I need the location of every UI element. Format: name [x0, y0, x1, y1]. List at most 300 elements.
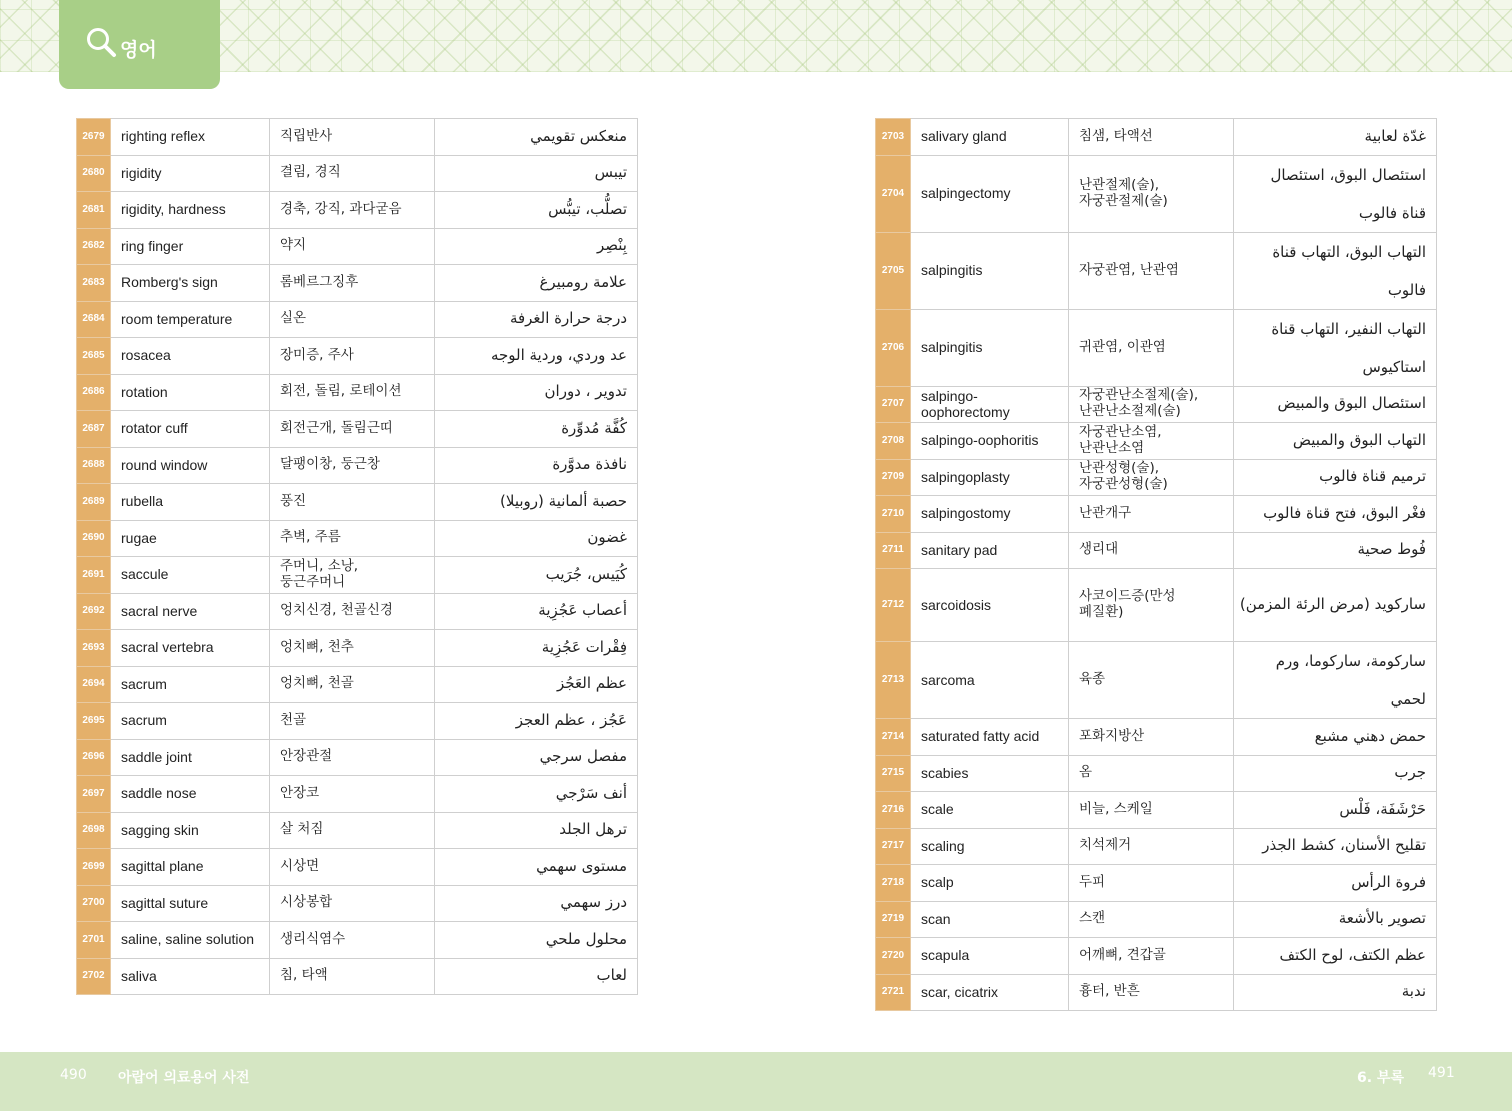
table-row	[876, 719, 1437, 756]
arabic-term-text: عظم العَجُز	[557, 674, 627, 693]
arabic-term	[435, 301, 638, 338]
english-term-text: round window	[121, 456, 208, 473]
korean-term	[270, 739, 435, 776]
entry-number-text: 2680	[82, 167, 105, 179]
korean-term	[270, 885, 435, 922]
english-term	[911, 901, 1069, 938]
english-term-text: salpingitis	[921, 262, 983, 279]
korean-term	[270, 338, 435, 375]
english-term	[911, 155, 1069, 232]
korean-term	[1069, 938, 1234, 975]
arabic-term	[1234, 532, 1437, 569]
arabic-term-text: حصبة ألمانية (روبيلا)	[500, 491, 627, 510]
korean-term	[270, 666, 435, 703]
arabic-term-text: فُوط صحية	[1357, 540, 1426, 559]
korean-term-text: 자궁관난소염, 난관난소염	[1079, 423, 1162, 456]
english-term	[111, 849, 270, 886]
english-term-text: rigidity, hardness	[121, 201, 226, 218]
korean-term	[270, 119, 435, 156]
english-term-text: ring finger	[121, 237, 184, 254]
table-row	[77, 447, 638, 484]
english-term-text: scaling	[921, 837, 965, 854]
table-row	[77, 265, 638, 302]
arabic-term-text: استئصال البوق، استئصال قناة فالوب	[1270, 165, 1426, 222]
arabic-term	[435, 593, 638, 630]
table-row	[77, 703, 638, 740]
arabic-term-text: فروة الرأس	[1351, 872, 1426, 891]
table-row	[876, 569, 1437, 642]
entry-number	[876, 459, 911, 496]
entry-number	[876, 792, 911, 829]
english-term	[911, 232, 1069, 309]
table-row	[77, 630, 638, 667]
korean-term	[1069, 119, 1234, 156]
table-row	[77, 885, 638, 922]
entry-number	[77, 119, 111, 156]
arabic-term	[1234, 901, 1437, 938]
arabic-term-text: أعصاب عَجُزِية	[538, 601, 627, 620]
table-row	[77, 739, 638, 776]
english-term-text: sarcoidosis	[921, 596, 992, 613]
arabic-term	[1234, 755, 1437, 792]
table-row	[876, 309, 1437, 386]
entry-number-text: 2697	[82, 787, 105, 799]
korean-term	[270, 520, 435, 557]
english-term	[911, 532, 1069, 569]
entry-number-text: 2711	[882, 544, 904, 556]
arabic-term	[435, 885, 638, 922]
arabic-term-text: استئصال البوق والمبيض	[1277, 394, 1426, 413]
english-term	[911, 642, 1069, 719]
table-row	[876, 423, 1437, 460]
arabic-term-text: فغْر البوق، فتح قناة فالوب	[1263, 503, 1426, 522]
korean-term-text: 결림, 경직	[280, 164, 341, 181]
left-glossary-table	[76, 118, 638, 995]
english-term	[111, 484, 270, 521]
entry-number-text: 2691	[82, 568, 105, 580]
arabic-term-text: حَرْشَفَة، فَلْس	[1339, 799, 1426, 818]
english-term	[111, 666, 270, 703]
english-term	[911, 719, 1069, 756]
entry-number	[876, 642, 911, 719]
korean-term-text: 침샘, 타액선	[1079, 127, 1153, 144]
korean-term	[1069, 865, 1234, 902]
arabic-term-text: جرب	[1394, 763, 1426, 782]
entry-number-text: 2712	[881, 599, 905, 611]
right-page-number: 491	[1428, 1065, 1455, 1081]
korean-term-text: 자궁관난소절제(술), 난관난소절제(술)	[1079, 387, 1199, 420]
korean-term-text: 살 처짐	[280, 821, 324, 838]
entry-number-text: 2679	[82, 130, 105, 142]
korean-term-text: 추벽, 주름	[280, 529, 341, 546]
korean-term	[270, 228, 435, 265]
korean-term-text: 회전근개, 돌림근띠	[280, 419, 393, 436]
arabic-term	[435, 776, 638, 813]
entry-number	[77, 849, 111, 886]
korean-term	[270, 593, 435, 630]
arabic-term-text: مستوى سهمي	[536, 856, 627, 875]
entry-number-text: 2684	[82, 313, 105, 325]
table-row	[876, 865, 1437, 902]
arabic-term-text: بِنْصِر	[597, 236, 627, 255]
arabic-term-text: درز سهمي	[560, 893, 627, 912]
table-row	[876, 532, 1437, 569]
english-term-text: scapula	[921, 947, 970, 964]
entry-number	[876, 569, 911, 642]
entry-number-text: 2695	[82, 714, 105, 726]
korean-term	[1069, 386, 1234, 423]
english-term	[911, 755, 1069, 792]
english-term	[111, 557, 270, 594]
table-row	[77, 922, 638, 959]
korean-term-text: 주머니, 소낭, 둥근주머니	[280, 557, 359, 590]
table-row	[876, 155, 1437, 232]
english-term	[911, 459, 1069, 496]
section-title: 6. 부록	[1357, 1070, 1404, 1086]
arabic-term	[1234, 938, 1437, 975]
english-term-text: sacrum	[121, 712, 167, 729]
arabic-term	[1234, 386, 1437, 423]
table-row	[77, 958, 638, 995]
entry-number	[876, 155, 911, 232]
korean-term-text: 롬베르그징후	[280, 273, 359, 290]
korean-term	[1069, 309, 1234, 386]
korean-term-text: 귀관염, 이관염	[1079, 338, 1166, 355]
english-term-text: scar, cicatrix	[921, 983, 999, 1000]
table-row	[77, 666, 638, 703]
korean-term	[1069, 642, 1234, 719]
arabic-term-text: ساركومة، ساركوما، ورم لحمي	[1275, 652, 1426, 708]
english-term-text: salivary gland	[921, 128, 1007, 145]
english-term	[111, 520, 270, 557]
entry-number	[876, 828, 911, 865]
english-term	[111, 301, 270, 338]
entry-number	[77, 447, 111, 484]
entry-number-text: 2718	[881, 876, 905, 888]
english-term-text: rigidity	[121, 164, 162, 181]
english-term	[111, 593, 270, 630]
entry-number-text: 2717	[881, 840, 905, 852]
korean-term	[1069, 755, 1234, 792]
korean-term	[1069, 496, 1234, 533]
arabic-term-text: تدوير ، دوران	[544, 382, 627, 401]
book-title: 아랍어 의료용어 사전	[118, 1070, 250, 1086]
english-term	[111, 885, 270, 922]
search-icon	[85, 26, 119, 64]
table-row	[77, 812, 638, 849]
korean-term-text: 안장코	[280, 784, 320, 801]
arabic-term	[435, 849, 638, 886]
arabic-term-text: نافذة مدوَّرة	[552, 455, 627, 474]
entry-number	[77, 703, 111, 740]
entry-number-text: 2702	[82, 970, 105, 982]
arabic-term-text: مفصل سرجي	[539, 747, 627, 766]
arabic-term-text: منعكس تقويمي	[530, 126, 627, 145]
entry-number	[77, 374, 111, 411]
arabic-term	[1234, 792, 1437, 829]
table-row	[77, 374, 638, 411]
english-term	[111, 374, 270, 411]
arabic-term-text: تقليح الأسنان، كشط الجذر	[1262, 836, 1426, 855]
entry-number-text: 2708	[881, 434, 905, 446]
korean-term-text: 시상면	[280, 857, 320, 874]
entry-number-text: 2706	[881, 341, 905, 353]
entry-number	[876, 755, 911, 792]
arabic-term	[435, 411, 638, 448]
korean-term-text: 포화지방산	[1079, 727, 1145, 744]
entry-number	[876, 309, 911, 386]
entry-number	[77, 666, 111, 703]
arabic-term	[1234, 459, 1437, 496]
entry-number-text: 2696	[82, 751, 105, 763]
english-term-text: rugae	[121, 529, 157, 546]
korean-term-text: 흉터, 반흔	[1079, 983, 1140, 1000]
table-row	[876, 974, 1437, 1011]
arabic-term-text: أنف سَرْجي	[555, 783, 627, 802]
english-term	[111, 447, 270, 484]
arabic-term	[435, 557, 638, 594]
english-term	[911, 792, 1069, 829]
korean-term	[1069, 423, 1234, 460]
korean-term-text: 약지	[280, 237, 307, 254]
arabic-term-text: التهاب النفير، التهاب قناة استاكيوس	[1271, 319, 1426, 376]
english-term-text: saturated fatty acid	[921, 728, 1040, 745]
korean-term-text: 안장관절	[280, 748, 333, 765]
english-term	[111, 776, 270, 813]
table-row	[876, 119, 1437, 156]
korean-term-text: 실온	[280, 310, 307, 327]
korean-term	[1069, 828, 1234, 865]
arabic-term	[1234, 309, 1437, 386]
arabic-term	[435, 703, 638, 740]
korean-term	[270, 411, 435, 448]
table-row	[77, 484, 638, 521]
arabic-term	[1234, 719, 1437, 756]
arabic-term	[1234, 642, 1437, 719]
korean-term-text: 회전, 돌림, 로테이션	[280, 383, 402, 400]
english-term-text: righting reflex	[121, 128, 206, 145]
english-term	[911, 423, 1069, 460]
entry-number	[77, 265, 111, 302]
entry-number-text: 2688	[82, 459, 105, 471]
header-pattern	[0, 0, 1512, 72]
english-term	[111, 703, 270, 740]
table-row	[876, 901, 1437, 938]
english-term-text: scalp	[921, 874, 954, 891]
arabic-term	[1234, 569, 1437, 642]
english-term-text: salpingo-oophoritis	[921, 432, 1039, 449]
entry-number-text: 2683	[82, 276, 105, 288]
arabic-term-text: عظم الكتف، لوح الكتف	[1279, 945, 1426, 964]
entry-number-text: 2705	[881, 264, 905, 276]
korean-term-text: 어깨뼈, 견갑골	[1079, 946, 1166, 963]
arabic-term	[435, 958, 638, 995]
english-term	[111, 958, 270, 995]
english-term-text: Romberg's sign	[121, 274, 218, 291]
korean-term	[1069, 719, 1234, 756]
entry-number-text: 2703	[881, 130, 905, 142]
english-term-text: rotator cuff	[121, 420, 188, 437]
korean-term-text: 장미증, 주사	[280, 346, 354, 363]
korean-term	[270, 374, 435, 411]
entry-number-text: 2720	[881, 949, 905, 961]
english-term	[911, 865, 1069, 902]
arabic-term-text: كُيَيس، جُرَيب	[545, 564, 627, 583]
entry-number	[77, 739, 111, 776]
entry-number-text: 2716	[881, 803, 905, 815]
english-term-text: saliva	[121, 967, 157, 984]
korean-term-text: 사코이드증(만성 폐질환)	[1079, 588, 1176, 620]
entry-number-text: 2715	[881, 767, 905, 779]
english-term	[111, 155, 270, 192]
korean-term	[270, 776, 435, 813]
table-row	[77, 849, 638, 886]
entry-number	[77, 885, 111, 922]
korean-term	[270, 447, 435, 484]
arabic-term-text: غدّة لعابية	[1364, 126, 1426, 145]
english-term-text: sagittal suture	[121, 894, 209, 911]
entry-number	[876, 532, 911, 569]
arabic-term-text: فِقْرات عَجُزِية	[541, 637, 627, 656]
entry-number	[77, 776, 111, 813]
arabic-term	[435, 922, 638, 959]
table-row	[77, 338, 638, 375]
table-row	[77, 593, 638, 630]
entry-number	[77, 411, 111, 448]
arabic-term	[435, 447, 638, 484]
korean-term	[270, 922, 435, 959]
korean-term-text: 난관성형(술), 자궁관성형(술)	[1079, 460, 1168, 493]
english-term-text: salpingostomy	[921, 505, 1011, 522]
english-term	[911, 974, 1069, 1011]
arabic-term-text: ترميم قناة فالوب	[1319, 467, 1426, 486]
table-row	[876, 386, 1437, 423]
entry-number-text: 2709	[881, 471, 905, 483]
korean-term	[270, 265, 435, 302]
entry-number	[77, 301, 111, 338]
korean-term	[270, 301, 435, 338]
arabic-term	[435, 739, 638, 776]
arabic-term-text: تيبس	[594, 163, 627, 182]
entry-number	[876, 119, 911, 156]
arabic-term	[1234, 155, 1437, 232]
english-term-text: scabies	[921, 764, 969, 781]
entry-number-text: 2681	[82, 203, 105, 215]
entry-number	[77, 630, 111, 667]
arabic-term-text: غضون	[587, 528, 627, 547]
table-row	[876, 642, 1437, 719]
korean-term	[1069, 569, 1234, 642]
section-tab-label: 영어	[120, 39, 157, 61]
entry-number-text: 2704	[881, 187, 905, 199]
arabic-term	[435, 520, 638, 557]
korean-term	[1069, 532, 1234, 569]
arabic-term	[435, 155, 638, 192]
arabic-term-text: عد وردي، وردية الوجه	[490, 345, 627, 364]
korean-term	[270, 484, 435, 521]
arabic-term	[1234, 828, 1437, 865]
entry-number-text: 2719	[881, 913, 905, 925]
entry-number-text: 2699	[82, 860, 105, 872]
arabic-term-text: ساركويد (مرض الرئة المزمن)	[1239, 595, 1426, 614]
korean-term	[270, 958, 435, 995]
korean-term-text: 풍진	[280, 492, 307, 509]
table-row	[77, 776, 638, 813]
arabic-term	[1234, 496, 1437, 533]
korean-term-text: 스캔	[1079, 910, 1106, 927]
entry-number	[876, 496, 911, 533]
english-term	[111, 338, 270, 375]
entry-number	[876, 901, 911, 938]
korean-term-text: 옴	[1079, 764, 1093, 781]
arabic-term-text: درجة حرارة الغرفة	[509, 309, 627, 328]
korean-term	[270, 155, 435, 192]
arabic-term	[435, 374, 638, 411]
korean-term	[270, 557, 435, 594]
right-glossary-table	[875, 118, 1437, 1011]
entry-number	[77, 922, 111, 959]
korean-term	[270, 630, 435, 667]
table-row	[77, 411, 638, 448]
english-term-text: sarcoma	[921, 671, 975, 688]
entry-number	[77, 484, 111, 521]
arabic-term-text: لعاب	[596, 966, 627, 985]
english-term	[111, 411, 270, 448]
arabic-term-text: ترهل الجلد	[559, 820, 627, 839]
english-term-text: salpingectomy	[921, 185, 1011, 202]
entry-number-text: 2701	[82, 933, 105, 945]
arabic-term-text: تصوير بالأشعة	[1338, 909, 1426, 928]
english-term	[111, 192, 270, 229]
entry-number-text: 2686	[82, 386, 105, 398]
entry-number	[77, 958, 111, 995]
english-term-text: rubella	[121, 493, 164, 510]
page-footer	[0, 1052, 1512, 1111]
korean-term-text: 천골	[280, 711, 307, 728]
english-term-text: saline, saline solution	[121, 931, 255, 948]
arabic-term	[1234, 119, 1437, 156]
entry-number-text: 2685	[82, 349, 105, 361]
korean-term	[1069, 232, 1234, 309]
entry-number-text: 2690	[82, 532, 105, 544]
entry-number-text: 2713	[881, 674, 905, 686]
korean-term	[270, 812, 435, 849]
english-term-text: sacral vertebra	[121, 639, 214, 656]
arabic-term	[435, 484, 638, 521]
table-row	[876, 459, 1437, 496]
korean-term-text: 엉치뼈, 천골	[280, 675, 354, 692]
korean-term	[1069, 155, 1234, 232]
entry-number	[876, 386, 911, 423]
table-row	[876, 755, 1437, 792]
table-row	[876, 828, 1437, 865]
english-term	[911, 309, 1069, 386]
english-term	[111, 119, 270, 156]
entry-number-text: 2707	[881, 398, 905, 410]
english-term-text: rosacea	[121, 347, 171, 364]
entry-number-text: 2700	[82, 897, 105, 909]
entry-number	[77, 812, 111, 849]
korean-term-text: 엉치신경, 천골신경	[280, 602, 393, 619]
english-term	[911, 828, 1069, 865]
language-section-tab[interactable]	[59, 0, 220, 89]
arabic-term	[435, 630, 638, 667]
arabic-term	[435, 812, 638, 849]
table-row	[876, 496, 1437, 533]
arabic-term-text: علامة رومبيرغ	[539, 272, 627, 291]
korean-term-text: 비늘, 스케일	[1079, 800, 1153, 817]
arabic-term-text: التهاب البوق، التهاب قناة فالوب	[1272, 242, 1426, 299]
